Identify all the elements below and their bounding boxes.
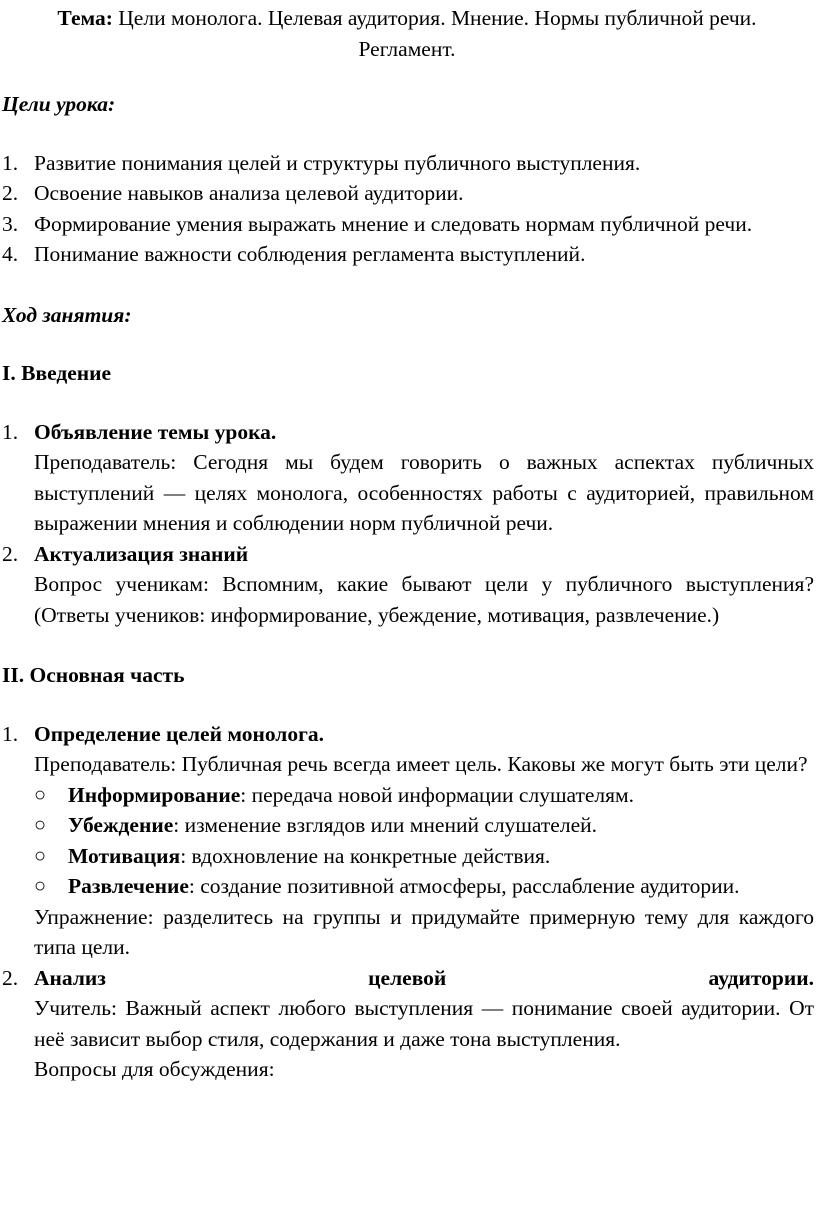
goals-heading: Цели урока: [2,92,116,116]
goal-type-item [34,810,814,841]
goal-type-text: : создание позитивной атмосферы, расслабление аудитории. [188,874,740,898]
goal-item [0,148,814,179]
goal-type-item [34,841,814,872]
course-heading: Ход занятия: [2,302,132,327]
goal-type-text: : передача новой информации слушателям. [240,782,635,807]
item-number: 1. [2,419,19,444]
main-item [0,963,814,1085]
goal-text: Формирование умения выражать мнение и следовать нормам публичной речи. [34,211,753,236]
circle-bullet-icon: ○ [34,875,47,897]
goal-text: Развитие понимания целей и структуры публичного выступления. [34,150,641,175]
section-intro-heading: I. Введение [2,361,112,385]
intro-item [0,417,814,539]
circle-bullet-icon: ○ [34,783,47,806]
goal-number: 2. [2,181,19,205]
intro-item [0,539,814,631]
item-title: Актуализация знаний [34,541,249,566]
item-title: Определение целей монолога. [34,721,325,746]
goal-type-item [34,871,814,902]
intro-list [0,417,814,631]
item-body: Учитель: Важный аспект любого выступления — понимание своей аудитории. От неё зависит выбор стиля, содержания и даже тона выступления. [34,996,814,1051]
item-number: 1. [2,721,19,746]
item-number: 2. [2,541,19,566]
item-body: Преподаватель: Публичная речь всегда имеет цель. Каковы же могут быть эти цели? [34,752,808,776]
page-title [10,0,804,64]
goal-text: Понимание важности соблюдения регламента выступлений. [34,242,586,266]
goal-number: 1. [2,150,19,175]
title-text: Цели монолога. Целевая аудитория. Мнение. Нормы публичной речи. Регламент. [118,6,757,61]
goal-type-item [34,780,814,811]
goal-item [0,209,814,240]
item-number: 2. [2,965,19,990]
goal-type-text: : изменение взглядов или мнений слушателей. [173,813,597,837]
item-title: Объявление темы урока. [34,419,277,444]
goal-types-list [34,780,814,902]
title-label: Тема: [57,6,113,30]
section-main-heading: II. Основная часть [2,663,185,687]
item-body: Вопрос ученикам: Вспомним, какие бывают цели у публичного выступления? (Ответы учеников: информирование, убеждение, мотивация, развлечение.) [34,572,814,627]
discussion-questions-label: Вопросы для обсуждения: [34,1057,275,1081]
goal-number: 3. [2,211,19,236]
goal-type-term: Мотивация [68,843,181,868]
goal-type-term: Информирование [68,782,241,807]
goals-list [0,148,814,270]
goal-number: 4. [2,242,19,266]
goal-text: Освоение навыков анализа целевой аудитории. [34,181,464,205]
item-body: Преподаватель: Сегодня мы будем говорить о важных аспектах публичных выступлений — целях монолога, особенностях работы с аудиторией, правильном выражении мнения и соблюдении норм публичной речи. [34,450,814,535]
goal-type-text: : вдохновление на конкретные действия. [180,843,551,868]
circle-bullet-icon: ○ [34,814,47,836]
main-item [0,719,814,963]
main-list [0,719,814,1085]
circle-bullet-icon: ○ [34,844,47,867]
exercise-text: Упражнение: разделитесь на группы и придумайте примерную тему для каждого типа цели. [34,904,814,959]
goal-type-term: Развлечение [68,874,189,898]
goal-type-term: Убеждение [68,813,174,837]
goal-item [0,178,814,209]
item-title: Анализ целевой аудитории. [34,965,814,990]
goal-item [0,239,814,270]
